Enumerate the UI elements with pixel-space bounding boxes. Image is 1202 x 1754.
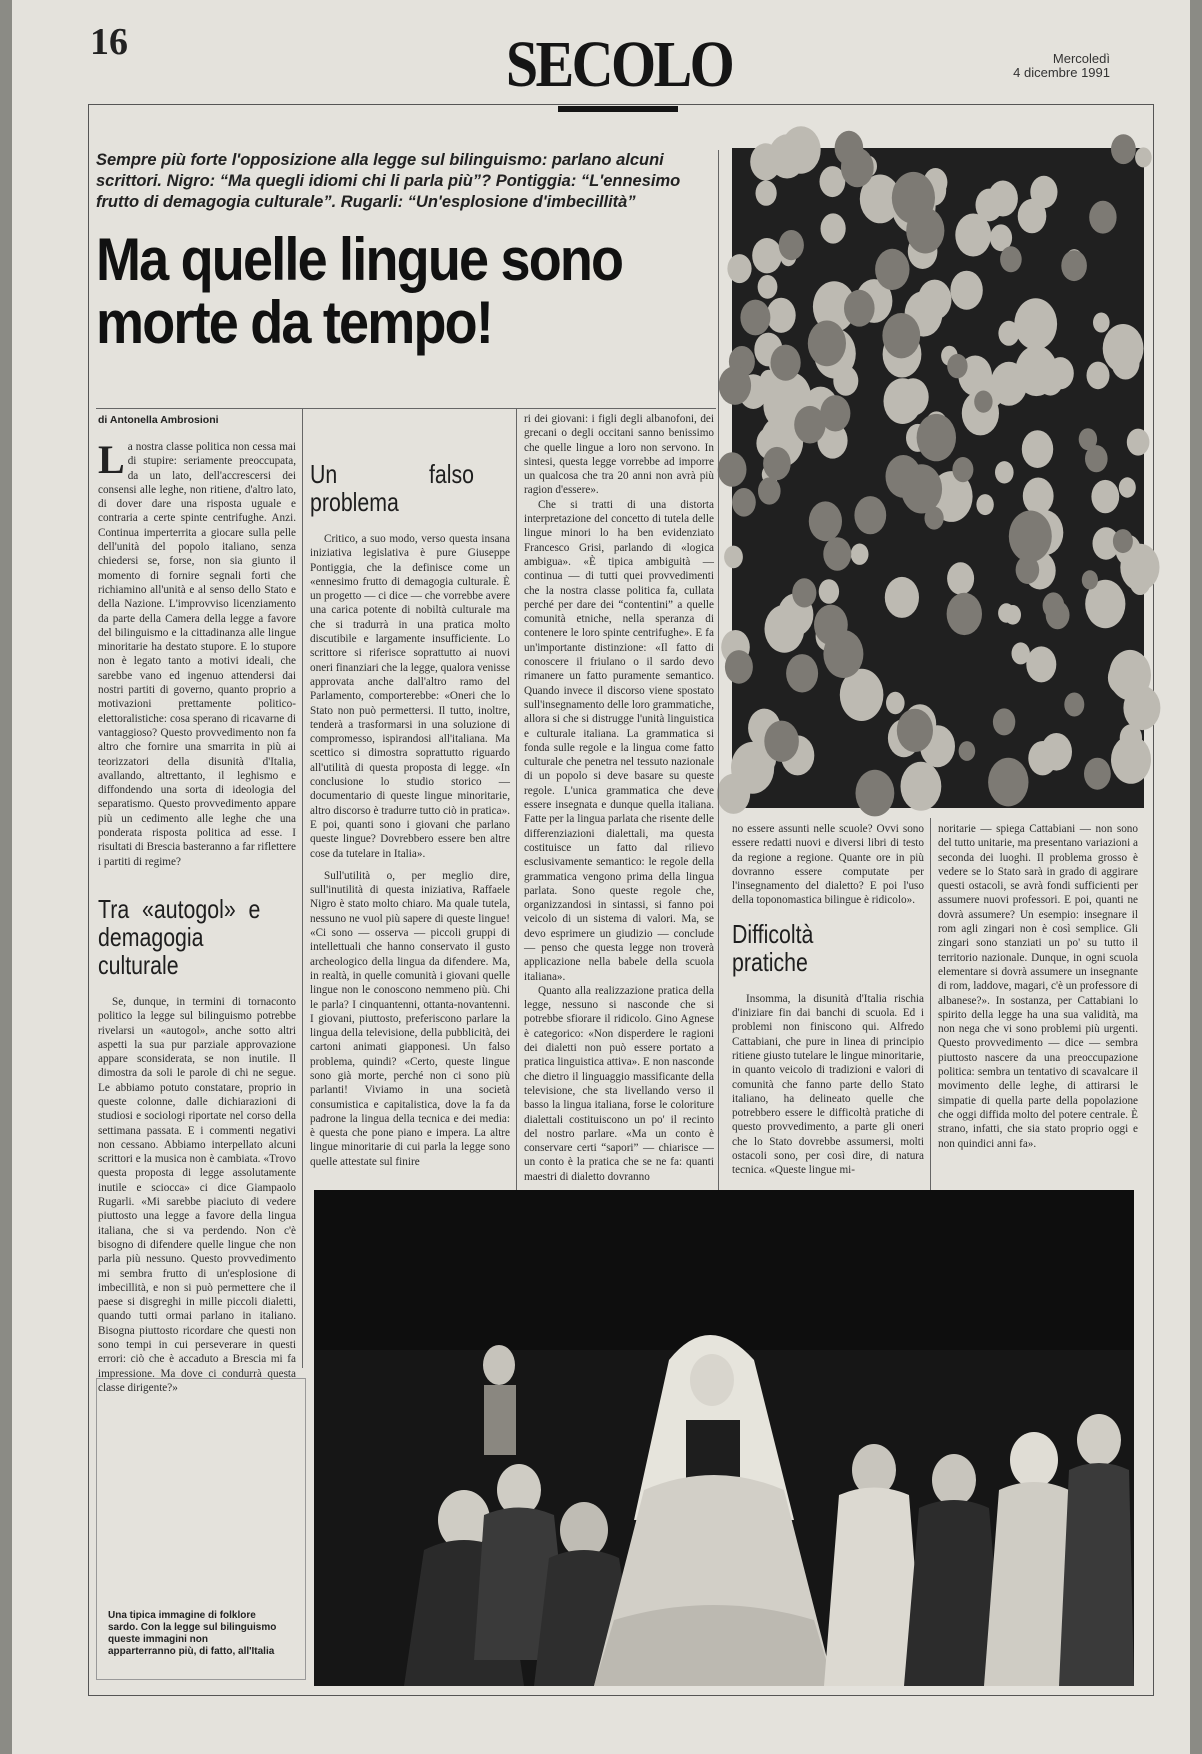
- crowd-face: [764, 721, 799, 762]
- article-column-4: [732, 822, 924, 1190]
- body-text: a nostra classe politica non cessa mai di stupire: seriamente preoccupata, da un lato, dell'accrescersi dei consensi alle leghe, non ritiene, d'altro lato, di dover dare una risposta uguale e contraria a certe spinte centrifughe. Anzi. Continua imperterrita a giocare sulla pelle dell'unità del popolo italiano, senza chiedersi se, forse, non sia giunto il momento di fornire segnali forti che richiamino all'unità e al senso dello Stato e della Nazione. L'improvviso licenziamento da parte della Camera della legge a favore del bilinguismo e la cittadinanza alle lingue minoritarie ha destato stupore. E lo stupore non è legato tanto a motivi ideali, che sarebbe vano ed ingenuo attendersi dai nostri partiti di governo, quanto proprio a motivazioni prettamente politico-elettoralistiche: cosa sperano di ricavarne di vantaggioso? Questo provvedimento non fa altro che fornire una smarrita in più ai teorizzatori della disunità d'Italia, avallando, altrettanto, il leghismo e diffondendo una sorta di ideologia del separatismo. Questo provvedimento appare più un cedimento alle leghe che una ponderata risposta politica ad esse. I risultati di Brescia basteranno a far riflettere i partiti di regime?: [98, 441, 296, 868]
- crowd-face: [765, 605, 805, 653]
- crowd-face: [901, 762, 942, 811]
- crowd-face: [758, 275, 778, 299]
- crowd-face: [892, 172, 935, 224]
- crowd-face: [740, 300, 770, 336]
- column-rule: [302, 408, 303, 1368]
- crowd-face: [752, 238, 782, 273]
- crowd-face: [1127, 429, 1150, 456]
- crowd-face: [875, 249, 909, 290]
- masthead-title: SECOLO: [505, 28, 733, 101]
- crowd-face: [854, 496, 886, 534]
- crowd-face: [809, 501, 842, 541]
- crowd-face: [1130, 571, 1150, 595]
- crowd-face: [819, 579, 839, 604]
- crowd-face: [820, 395, 850, 431]
- crowd-face: [823, 537, 851, 571]
- photo-caption: Una tipica immagine di folklore sardo. Con la legge sul bilinguismo queste immagini non apparterranno più, di fatto, all'Italia: [108, 1610, 277, 1657]
- crowd-face: [1084, 758, 1111, 790]
- crowd-face: [991, 362, 1028, 406]
- crowd-face: [1047, 357, 1074, 389]
- crowd-face: [1043, 592, 1065, 618]
- crowd-face: [1023, 478, 1054, 515]
- crowd-face: [756, 180, 777, 205]
- crowd-face: [1087, 362, 1110, 390]
- crowd-face: [959, 741, 976, 761]
- crowd-face: [952, 457, 973, 482]
- crowd-face: [947, 593, 982, 635]
- crowd-face: [758, 477, 781, 504]
- crowd-face: [1135, 147, 1152, 167]
- body-text: noritarie — spiega Cattabiani — non sono del tutto unitarie, ma presentano variazioni a seconda dei luoghi. Il problema grosso è vedere se lo Stato sarà in grado di aggirare questi ostacoli, se avrà fondi sufficienti per assumere nuovi professori. E poi, quanti ne dovrà assumere? Un esempio: insegnare il rom agli zingari non è così semplice. Gli zingari sono stanziati un po' su tutto il territorio nazionale. Dunque, in ogni scuola elementare si dovrà assumere un insegnante di rom, laddove, magari, c'è un professore di albanese?». In sostanza, per Cattabiani lo spirito della legge ha una sua validità, ma non nega che vi sono problemi più urgenti. Questo provvedimento — dice — sembra piuttosto nascere da una preoccupazione politica: sembra un tentativo di scavalcare il movimento delle leghe, di attirarsi le simpatie di quella parte della popolazione che oggi diffida molto del potere centrale. È strano, infatti, che sia stato proprio oggi e non quindici anni fa».: [938, 823, 1138, 1150]
- article-headline: Ma quelle lingue sono morte da tempo!: [96, 226, 623, 356]
- crowd-face: [1000, 246, 1022, 272]
- crowd-face: [856, 770, 895, 817]
- crowd-face: [1119, 477, 1136, 497]
- crowd-face: [882, 313, 920, 358]
- crowd-face: [835, 131, 864, 165]
- crowd-face: [917, 414, 956, 461]
- crowd-face: [1091, 480, 1119, 513]
- column-rule: [516, 408, 517, 1190]
- crowd-face: [767, 298, 796, 333]
- crowd-face: [814, 605, 848, 645]
- crowd-face: [995, 461, 1014, 483]
- crowd-face: [724, 546, 743, 569]
- header-rule: [96, 408, 716, 409]
- crowd-face: [884, 378, 922, 424]
- crowd-face: [786, 654, 818, 692]
- article-column-2: [310, 412, 510, 1194]
- crowd-face: [1028, 741, 1057, 775]
- crowd-face: [1064, 693, 1084, 717]
- newspaper-page: [12, 0, 1190, 1754]
- column-rule: [930, 818, 931, 1190]
- crowd-face: [719, 366, 751, 405]
- body-text: no essere assunti nelle scuole? Ovvi sono essere redatti nuovi e diversi libri di testo da regione a regione. Quante ore in più dovranno essere computate per l'insegnamento del dialetto? E poi l'uso della toponomastica bilingue è ridicolo».: [732, 823, 924, 907]
- crowd-face: [732, 488, 756, 517]
- crowd-face: [821, 213, 846, 243]
- crowd-face: [993, 708, 1015, 735]
- crowd-face: [885, 577, 919, 618]
- crowd-face: [950, 271, 982, 310]
- crowd-face: [727, 254, 751, 283]
- body-text: Quanto alla realizzazione pratica della legge, nessuno si nasconde che si potrebbe sfiorare il ridicolo. Gino Agnese è categorico: «Non disperdere le ragioni dei dialetti non può essere portato a pratica linguistica attiva». E non nasconde che dietro il linguaggio massificante della televisione, che sta livellando verso il basso la lingua italiana, forse le coloriture dialettali costituiscono un po' il recinto del nostro parlare. «Ma un conto è conservare certi “sapori” — chiarisce — un conto è la pratica che se ne fa: quanti maestri di dialetto dovranno: [524, 984, 714, 1183]
- body-text: ri dei giovani: i figli degli albanofoni, dei grecani o degli occitani sanno benissimo che quelle lingue a loro non servono. In sintesi, questa legge vorrebbe ad imporre un qualcosa che tra 20 anni non avrà più ragion d'essere».: [524, 413, 714, 497]
- body-text: Sull'utilità o, per meglio dire, sull'inutilità di questa iniziativa, Raffaele Nigro è stato molto chiaro. Ma quale tutela, nessuno ne vuol più sapere di queste lingue! «Ci sono — osserva — piccoli gruppi di intellettuali che hanno conservato il gusto archeologico della lingua da difendere. Ma, in realtà, in quelle comunità i giovani quelle lingue non le conoscono nemmeno più. Chi le parla? I cinquantenni, ottanta-novantenni. I giovani, piuttosto, preferiscono parlare la lingua della televisione, della pubblicità, dei cartoni animati giapponesi. Un falso problema, quindi? «Certo, queste lingue sono già morte, perché non ci sono più parlanti! Viviamo in una società consumistica e capitalistica, dove la fa da padrone la lingua della tecnica e dei media: è questa che pone piano e impera. La altre lingue minoritarie di cui parla la legge sono quelle attestate sul finire: [310, 869, 510, 1168]
- dateline-date: 4 dicembre 1991: [1013, 65, 1110, 80]
- crowd-face: [1093, 313, 1110, 333]
- crowd-face: [1120, 724, 1142, 751]
- crowd-face: [725, 650, 753, 684]
- crowd-face: [947, 562, 974, 594]
- article-column-3: [524, 412, 714, 1194]
- column-rule: [718, 150, 719, 1190]
- body-text: Critico, a suo modo, verso questa insana iniziativa legislativa è pure Giuseppe Pontiggia, che la definisce come un «ennesimo frutto di demagogia culturale. È un progetto — ci dice — che vorrebbe avere una carica potente di nobiltà culturale ma che si tradurrà in una pratica molto discutibile e largamente insufficiente. Lo scrittore si riferisce soprattutto ai nuovi oneri finanziari che la legge, qualora venisse approvata anche dall'altro ramo del Parlamento, comporterebbe: «Oneri che lo Stato non può permettersi. Il tutto, inoltre, tenderà a trasformarsi in una soluzione di compromesso, ispirandosi all'italiana. Ma scettico si dimostra soprattutto riguardo all'utilità di questa proposta di legge. «In conclusione lo studio storico — documentario di queste lingue minoritarie, altro discorso è tradurre tutto ciò in pratica». E poi, quanti sono i giovani che parlano queste lingue? Dovrebbero essere ben altre cose da tutelare in Italia».: [310, 533, 510, 860]
- crowd-face: [717, 774, 750, 814]
- crowd-face: [792, 578, 816, 607]
- folklore-photo: [314, 1190, 1134, 1686]
- article-column-1: [98, 414, 296, 1394]
- crowd-face: [1030, 176, 1057, 209]
- crowd-face: [779, 230, 804, 260]
- subhead-autogol: Tra «autogol» e demagogia culturale: [98, 893, 261, 980]
- crowd-face: [897, 709, 933, 752]
- article-kicker: Sempre più forte l'opposizione alla legge sul bilinguismo: parlano alcuni scrittori. Nigro: “Ma quegli idiomi chi li parla più”? Pontiggia: “L'ennesimo frutto di demagogia culturale”. Rugarli: “Un'esplosione d'imbecillità”: [96, 151, 681, 211]
- crowd-face: [974, 391, 992, 413]
- crowd-face: [1014, 298, 1057, 349]
- crowd-face: [1103, 324, 1144, 373]
- crowd-face: [844, 290, 875, 327]
- crowd-face: [1009, 511, 1052, 563]
- body-text: Che si tratti di una distorta interpretazione del concetto di tutela delle lingue minori lo ha ben evidenziato Francesco Grisi, parlando di «logica ambigua». «È tipica ambiguità — continua — di tutti quei provvedimenti che la nostra classe politica fa, cullata perché per dare dei “contentini” a quelle comunità etniche, nella speranza di contenere le loro spinte centrifughe». E fa un'importante distinzione: «Il fatto di conoscere il friulano o il sardo devo rimanere un fatto puramente semantico. Quando invece il discorso viene spostato sull'insegnamento delle loro grammatiche, allora si che si distrugge l'unità linguistica e culturale italiana. La grammatica si fonda sulle regole e la lingua come fatto culturale che penetra nel tessuto nazionale di un popolo si deve basare su queste regole. L'unica grammatica che deve essere insegnata e dunque quella italiana. Fatte per la lingua parlata che risente delle differenziazioni dialettali, ma questa costituisce un fatto dal rilievo esclusivamente semantico: le regole della grammatica vengono prima della lingua parlata. Sono queste regole che, organizzandosi in sintassi, si fanno poi veicolo di un sistema di valori. Ma, se devo esprimere un giudizio — conclude — penso che questa legge non troverà applicazione nella babele della scuola italiana».: [524, 498, 714, 983]
- crowd-face: [1061, 250, 1087, 281]
- subhead-difficolta-pratiche: Difficoltà pratiche: [732, 918, 814, 977]
- body-text: Se, dunque, in termini di tornaconto politico la legge sul bilinguismo potrebbe rivelarsi un «autogol», anche sotto altri aspetti la sua pur parziale approvazione appare sconsiderata, se non inutile. Il dimostra da soli le parole di chi ne segue. Le abbiamo potuto constatare, proprio in queste colonne, dalle dichiarazioni di studiosi e sociologi riportate nel corso della settimana passata. E i commenti negativi non cessano. Abbiamo interpellato alcuni scrittori e la musica non è cambiata. «Trovo questa proposta di legge assolutamente inutile e sciocca» ci dice Giampaolo Rugarli. «Mi sarebbe piaciuto di vedere piuttosto una legge a favore della lingua italiana, che si va perdendo. Non c'è bisogno di difendere quelle lingue che non parla più nessuno. Questo provvedimento mi sembra frutto di un'esplosione di imbecillità, e non si può permettere che il paese si disgreghi in mille piccoli dialetti, quando tutti ormai parlano in italiano. Bisogna piuttosto ricordare che questi non sono tempi in cui perseverare in questi errori: ciò che è accaduto a Brescia mi fa impressione. Ma dove ci condurrà questa classe dirigente?»: [98, 995, 296, 1394]
- crowd-face: [886, 692, 905, 714]
- article-column-5: [938, 822, 1138, 1190]
- crowd-face: [1089, 201, 1116, 234]
- crowd-face: [1111, 134, 1136, 164]
- crowd-photo: [732, 148, 1144, 808]
- crowd-face: [1109, 650, 1151, 700]
- crowd-face: [1079, 428, 1097, 450]
- page-number: 16: [90, 21, 128, 63]
- crowd-face: [1082, 570, 1098, 589]
- crowd-face: [1113, 529, 1133, 553]
- dropcap: L: [98, 437, 125, 482]
- crowd-face: [988, 758, 1028, 807]
- crowd-face: [947, 354, 967, 378]
- crowd-face: [976, 494, 993, 515]
- crowd-face: [763, 447, 791, 480]
- subhead-falso-problema: Un falso problema: [310, 459, 474, 517]
- crowd-face: [769, 134, 806, 178]
- crowd-face: [771, 345, 801, 381]
- crowd-face: [955, 214, 991, 257]
- body-text: Insomma, la disunità d'Italia rischia d'iniziare fin dai banchi di scuola. Ed i problemi non finiscono qui. Alfredo Cattabiani, che pure in linea di principio ritiene giusto tutelare le lingue minoritarie, in quanto veicolo di tradizioni e valori di comunità che fanno parte dello Stato italiano, ha delineato quelle che potrebbero essere le difficoltà pratiche di questo provvedimento, a parte gli oneri che lo Stato dovrebbe assumersi, molti ostacoli sono, per così dire, di natura tecnica. «Queste lingue mi-: [732, 992, 924, 1177]
- crowd-face: [1026, 646, 1056, 682]
- byline: di Antonella Ambrosioni: [98, 414, 219, 426]
- crowd-face: [813, 331, 840, 363]
- crowd-face: [718, 452, 747, 487]
- dateline-day: Mercoledì: [1052, 51, 1110, 66]
- crowd-face: [901, 464, 942, 513]
- crowd-face: [1012, 642, 1030, 664]
- dateline: [1013, 52, 1110, 80]
- crowd-face: [1022, 349, 1039, 369]
- crowd-face: [851, 544, 869, 565]
- crowd-face: [1022, 430, 1053, 468]
- crowd-face: [998, 603, 1014, 623]
